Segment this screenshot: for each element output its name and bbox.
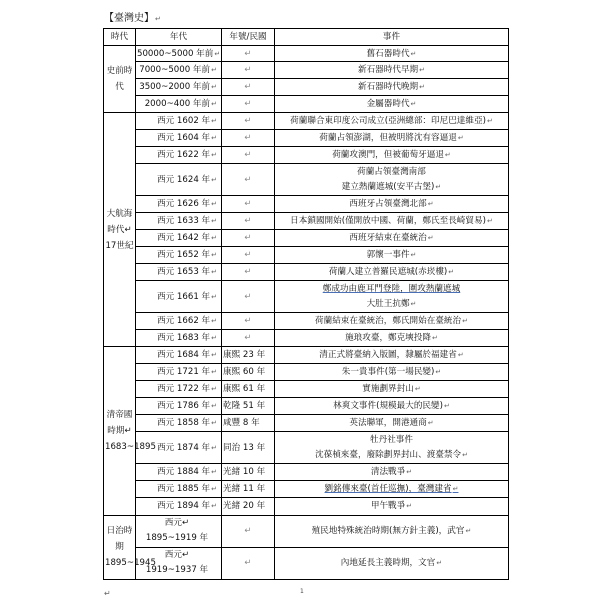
year-cell: 3500~2000 年前↵ (136, 79, 222, 96)
table-row (104, 113, 509, 130)
year-cell: 2000~400 年前↵ (136, 96, 222, 113)
table-row (104, 281, 509, 313)
era-cell: 同治 13 年 (222, 432, 275, 464)
era-cell: ↵ (222, 113, 275, 130)
event-cell: 英法聯軍，開港通商↵ (275, 415, 509, 432)
event-cell: 朱一貴事件(第一場民變)↵ (275, 364, 509, 381)
year-cell: 西元 1622 年↵ (136, 147, 222, 164)
era-cell: ↵ (222, 281, 275, 313)
table-row (104, 481, 509, 498)
era-cell: ↵ (222, 547, 275, 579)
document-title: 【臺灣史】↵ (104, 13, 161, 24)
event-cell: 西班牙占領臺灣北部↵ (275, 196, 509, 213)
year-cell: 西元 1604 年↵ (136, 130, 222, 147)
event-cell: 荷蘭攻澳門，但被葡萄牙逼退↵ (275, 147, 509, 164)
table-row (104, 196, 509, 213)
event-cell: 金屬器時代↵ (275, 96, 509, 113)
year-cell: 50000~5000 年前↵ (136, 46, 222, 62)
event-cell: 鄭成功由鹿耳門登陸，圍攻熱蘭遮城 大肚王抗鄭↵ (275, 281, 509, 313)
era-cell: 光緒 11 年 (222, 481, 275, 498)
table-row (104, 464, 509, 481)
table-row (104, 415, 509, 432)
table-row (104, 330, 509, 347)
era-cell: 光緒 20 年 (222, 498, 275, 515)
era-cell: ↵ (222, 164, 275, 196)
era-cell: ↵ (222, 79, 275, 96)
year-cell: 西元 1662 年↵ (136, 313, 222, 330)
year-cell: 西元 1894 年↵ (136, 498, 222, 515)
era-cell: 康熙 61 年 (222, 381, 275, 398)
event-cell: 清正式將臺納入版圖，隸屬於福建省↵ (275, 347, 509, 364)
year-cell: 西元 1653 年↵ (136, 264, 222, 281)
event-cell: 施琅攻臺，鄭克塽投降↵ (275, 330, 509, 347)
year-cell: 西元 1722 年↵ (136, 381, 222, 398)
table-row (104, 364, 509, 381)
era-cell: ↵ (222, 313, 275, 330)
event-cell: 內地延長主義時期，文官↵ (275, 547, 509, 579)
year-cell: 西元 1624 年↵ (136, 164, 222, 196)
year-cell: 西元 1633 年↵ (136, 213, 222, 230)
table-row (104, 164, 509, 196)
year-cell: 西元 1858 年↵ (136, 415, 222, 432)
year-cell: 西元 1786 年↵ (136, 398, 222, 415)
era-cell: ↵ (222, 330, 275, 347)
event-cell: 荷蘭占領澎湖，但被明將沈有容逼退↵ (275, 130, 509, 147)
event-cell: 西班牙結束在臺統治↵ (275, 230, 509, 247)
table-row (104, 46, 509, 62)
era-cell: ↵ (222, 247, 275, 264)
year-cell: 西元 1874 年↵ (136, 432, 222, 464)
table-row (104, 432, 509, 464)
table-row (104, 62, 509, 79)
table-row (104, 130, 509, 147)
year-cell: 西元↵ 1919~1937 年 (136, 547, 222, 579)
header-year: 年代 (136, 29, 222, 46)
year-cell: 7000~5000 年前↵ (136, 62, 222, 79)
event-cell: 殖民地特殊統治時期(無方針主義)，武官↵ (275, 515, 509, 547)
event-cell: 荷蘭人建立普羅民遮城(赤崁樓)↵ (275, 264, 509, 281)
event-cell: 郭懷一事件↵ (275, 247, 509, 264)
event-cell: 清法戰爭↵ (275, 464, 509, 481)
period-cell-qing: 清帝國時期↵ 1683~1895 (104, 347, 136, 515)
era-cell: 康熙 23 年 (222, 347, 275, 364)
era-cell: ↵ (222, 196, 275, 213)
event-cell: 舊石器時代↵ (275, 46, 509, 62)
table-row (104, 313, 509, 330)
era-cell: 乾隆 51 年 (222, 398, 275, 415)
table-header-row (104, 29, 509, 46)
era-cell: ↵ (222, 213, 275, 230)
year-cell: 西元 1683 年↵ (136, 330, 222, 347)
table-row (104, 147, 509, 164)
table-row (104, 247, 509, 264)
year-cell: 西元 1642 年↵ (136, 230, 222, 247)
year-cell: 西元 1721 年↵ (136, 364, 222, 381)
event-cell: 林爽文事件(規模最大的民變)↵ (275, 398, 509, 415)
table-row (104, 213, 509, 230)
event-cell: 新石器時代早期↵ (275, 62, 509, 79)
table-row (104, 79, 509, 96)
year-cell: 西元 1884 年↵ (136, 464, 222, 481)
era-cell: ↵ (222, 96, 275, 113)
era-cell: ↵ (222, 264, 275, 281)
event-cell: 甲午戰爭↵ (275, 498, 509, 515)
period-cell-japanese: 日治時期1895~1945 (104, 515, 136, 580)
event-cell: 荷蘭占領臺灣南部 建立熱蘭遮城(安平古堡)↵ (275, 164, 509, 196)
page-number: 1 (300, 588, 304, 595)
event-cell: 日本鎖國開始(僅開放中國、荷蘭，鄭氏至長崎貿易)↵ (275, 213, 509, 230)
table-row (104, 515, 509, 547)
table-row (104, 498, 509, 515)
era-cell: ↵ (222, 130, 275, 147)
header-era: 年號/民國 (222, 29, 275, 46)
table-row (104, 381, 509, 398)
event-cell: 實施劃界封山↵ (275, 381, 509, 398)
period-cell-prehistoric: 史前時代 (104, 46, 136, 113)
era-cell: ↵ (222, 230, 275, 247)
event-cell: 新石器時代晚期↵ (275, 79, 509, 96)
year-cell: 西元 1684 年↵ (136, 347, 222, 364)
year-cell: 西元 1652 年↵ (136, 247, 222, 264)
year-cell: 西元 1661 年↵ (136, 281, 222, 313)
event-cell: 荷蘭聯合東印度公司成立(亞洲總部：印尼巴達維亞)↵ (275, 113, 509, 130)
era-cell: 光緒 10 年 (222, 464, 275, 481)
event-cell: 荷蘭結束在臺統治，鄭氏開始在臺統治↵ (275, 313, 509, 330)
table-row (104, 230, 509, 247)
header-event: 事件 (275, 29, 509, 46)
era-cell: ↵ (222, 147, 275, 164)
event-cell: 劉銘傳來臺(首任巡撫)，臺灣建省↵ (275, 481, 509, 498)
end-paragraph-mark: ↵ (104, 589, 111, 598)
table-row (104, 547, 509, 579)
table-row (104, 398, 509, 415)
era-cell: 咸豐 8 年 (222, 415, 275, 432)
era-cell: 康熙 60 年 (222, 364, 275, 381)
year-cell: 西元↵ 1895~1919 年 (136, 515, 222, 547)
event-cell: 牡丹社事件 沈葆楨來臺，廢除劃界封山、渡臺禁令↵ (275, 432, 509, 464)
table-row (104, 347, 509, 364)
era-cell: ↵ (222, 62, 275, 79)
history-table (103, 28, 509, 580)
era-cell: ↵ (222, 46, 275, 62)
table-row (104, 96, 509, 113)
era-cell: ↵ (222, 515, 275, 547)
period-cell-navigation: 大航海時代↵ 17世紀 (104, 113, 136, 347)
year-cell: 西元 1626 年↵ (136, 196, 222, 213)
header-period: 時代 (104, 29, 136, 46)
table-row (104, 264, 509, 281)
year-cell: 西元 1885 年↵ (136, 481, 222, 498)
year-cell: 西元 1602 年↵ (136, 113, 222, 130)
